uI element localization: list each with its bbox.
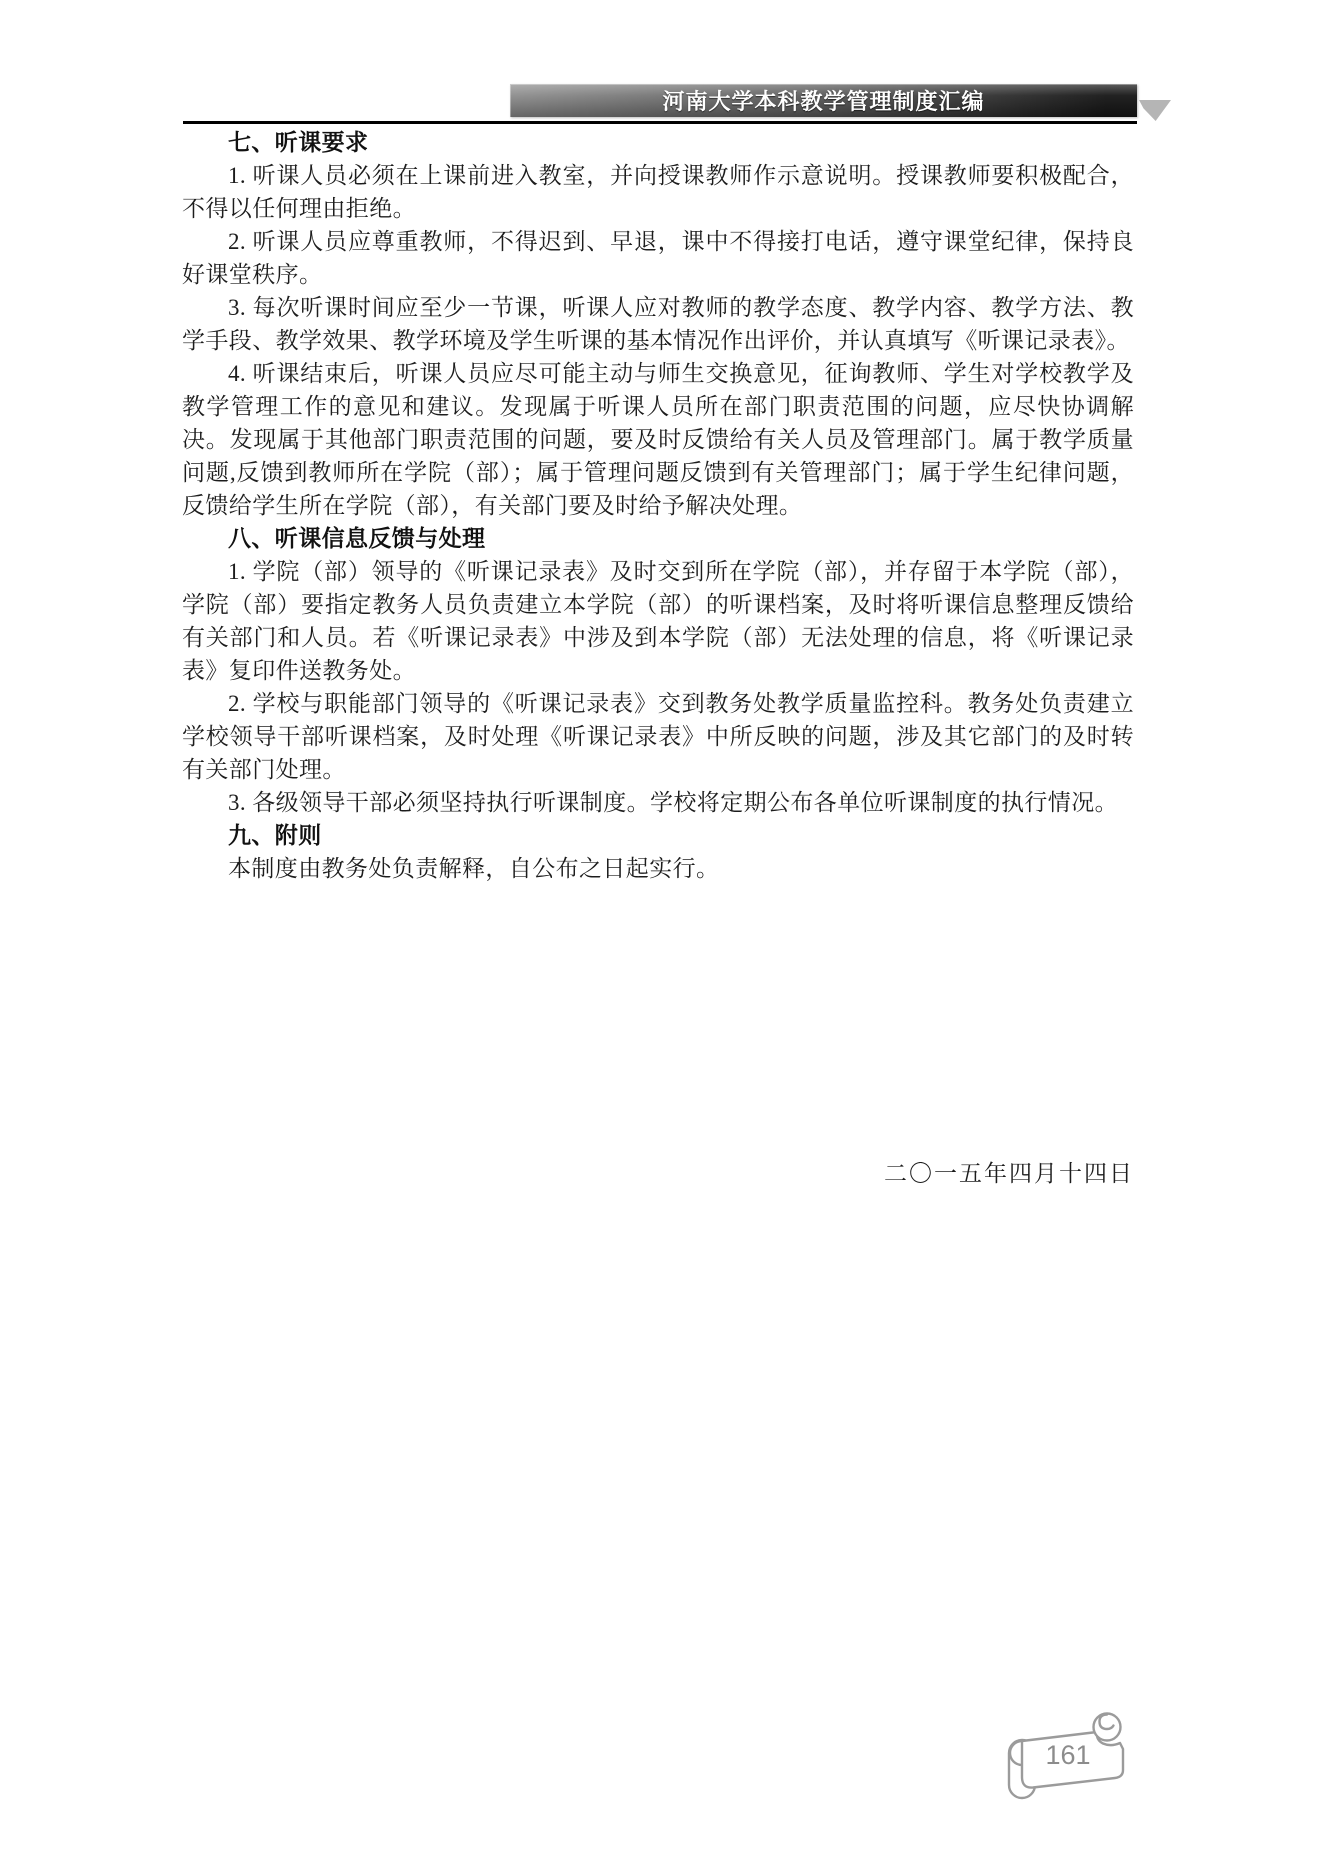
section-heading-9: 九、附则 — [228, 822, 322, 848]
page-number-scroll — [1003, 1710, 1133, 1808]
page-number: 161 — [1045, 1740, 1091, 1770]
document-body — [182, 126, 1134, 1190]
body-paragraph: 3. 每次听课时间应至少一节课，听课人应对教师的教学态度、教学内容、教学方法、教学手段、教学效果、教学环境及学生听课的基本情况作出评价，并认真填写《听课记录表》。 — [182, 295, 1134, 353]
body-paragraph: 3. 各级领导干部必须坚持执行听课制度。学校将定期公布各单位听课制度的执行情况。 — [228, 790, 1118, 815]
body-paragraph: 本制度由教务处负责解释，自公布之日起实行。 — [228, 856, 720, 881]
body-paragraph: 2. 听课人员应尊重教师，不得迟到、早退，课中不得接打电话，遵守课堂纪律，保持良好课堂秩序。 — [182, 229, 1134, 287]
body-paragraph: 2. 学校与职能部门领导的《听课记录表》交到教务处教学质量监控科。教务处负责建立学校领导干部听课档案，及时处理《听课记录表》中所反映的问题，涉及其它部门的及时转有关部门处理。 — [182, 691, 1134, 782]
date-line: 二〇一五年四月十四日 — [884, 1161, 1134, 1186]
section-heading-7: 七、听课要求 — [228, 129, 369, 155]
body-paragraph: 1. 学院（部）领导的《听课记录表》及时交到所在学院（部），并存留于本学院（部），学院（部）要指定教务人员负责建立本学院（部）的听课档案，及时将听课信息整理反馈给有关部门和人员。若《听课记录表》中涉及到本学院（部）无法处理的信息，将《听课记录表》复印件送教务处。 — [182, 559, 1134, 683]
section-heading-8: 八、听课信息反馈与处理 — [228, 525, 486, 551]
body-paragraph: 4. 听课结束后，听课人员应尽可能主动与师生交换意见，征询教师、学生对学校教学及教学管理工作的意见和建议。发现属于听课人员所在部门职责范围的问题，应尽快协调解决。发现属于其他部门职责范围的问题，要及时反馈给有关人员及管理部门。属于教学质量问题,反馈到教师所在学院（部）；属于管理问题反馈到有关管理部门；属于学生纪律问题，反馈给学生所在学院（部），有关部门要及时给予解决处理。 — [182, 361, 1134, 518]
header-arrow-icon — [1139, 100, 1171, 121]
header-rule — [183, 121, 1137, 124]
header-banner — [510, 84, 1137, 117]
header-title: 河南大学本科教学管理制度汇编 — [662, 89, 985, 114]
body-paragraph: 1. 听课人员必须在上课前进入教室，并向授课教师作示意说明。授课教师要积极配合，不得以任何理由拒绝。 — [182, 163, 1134, 221]
